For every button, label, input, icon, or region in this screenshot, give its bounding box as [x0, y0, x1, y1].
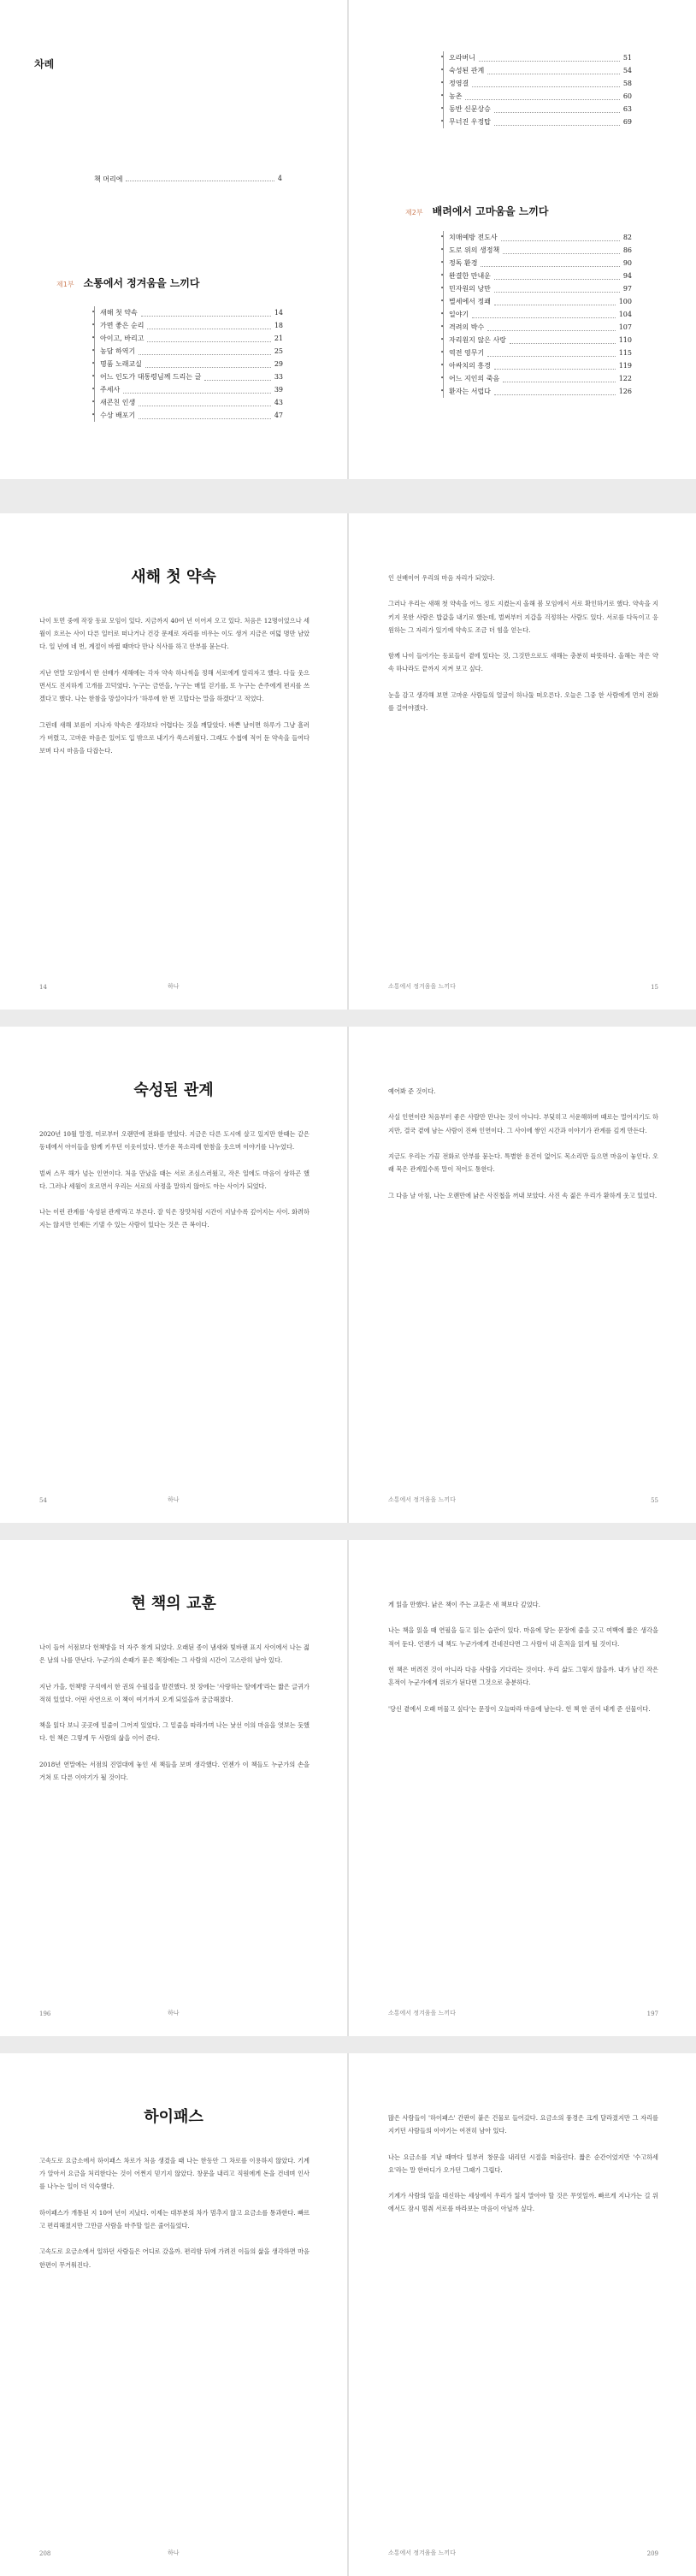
- toc-item[interactable]: • 숙성된 관계 54: [444, 64, 632, 77]
- toc-item[interactable]: • 농담 하역기 25: [95, 345, 283, 358]
- toc-item[interactable]: • 수상 배포기 47: [95, 409, 283, 422]
- chapter-title: 새해 첫 약속: [131, 568, 216, 586]
- page-number: 196: [39, 2010, 51, 2017]
- toc-part2-label: 제2부: [405, 209, 423, 216]
- body-text: 게 읽을 만했다. 낡은 책이 주는 교훈은 새 책보다 깊었다. 나는 책을 읽을 때 연필을 들고 읽는 습관이 있다. 마음에 닿는 문장에 줄을 긋고 여백에 짧은 생각을 적어 둔다. 언젠가 내 책도 누군가에게 건네진다면 그 사람이 내 흔적을 읽게 될 것이다. 헌 책은 버려진 것이 아니라 다음 사람을 기다리는 것이다. 우리 삶도 그렇지 않을까. 내가 남긴 작은 흔적이 누군가에게 위로가 된다면 그것으로 충분하다. '당신 곁에서 오래 머물고 싶다'는 문장이 오늘따라 마음에 남는다. 헌 책 한 권이 내게 준 선물이다.: [388, 1601, 658, 1713]
- chapter-title: 하이패스: [144, 2108, 203, 2126]
- toc-item[interactable]: • 완결한 만내운 94: [444, 269, 632, 282]
- toc-item[interactable]: • 아이고, 바리고 21: [95, 332, 283, 345]
- spread-4-right-page: [349, 2053, 696, 2576]
- toc-part2-list: [443, 231, 632, 398]
- toc-item[interactable]: • 새콘친 인생 43: [95, 396, 283, 409]
- toc-item[interactable]: • 주세사 39: [95, 383, 283, 396]
- toc-intro[interactable]: [94, 175, 282, 184]
- spread-3-right-page: [349, 1540, 696, 2036]
- toc-page-right: [349, 0, 696, 479]
- toc-item[interactable]: • 도로 위의 생정책 86: [444, 244, 632, 257]
- toc-item[interactable]: • 명품 노래교실 29: [95, 358, 283, 370]
- toc-item[interactable]: • 별세에서 정쾌 100: [444, 295, 632, 308]
- spread-3: [0, 1540, 696, 2036]
- toc-part1-label: 제1부: [56, 281, 74, 288]
- spread-2: [0, 1027, 696, 1523]
- toc-item[interactable]: • 자리원지 않은 사랑 110: [444, 334, 632, 346]
- body-text: 많은 사람들이 '하이패스' 간판이 붙은 건물로 들어갔다. 요금소의 풍경은 크게 달라졌지만 그 자리를 지키던 사람들의 이야기는 여전히 남아 있다. 나는 요금소를 지날 때마다 일부러 창문을 내리던 시절을 떠올린다. 짧은 순간이었지만 '수고하세요'라는 말 한마디가 오가던 그때가 그립다. 기계가 사람의 일을 대신하는 세상에서 우리가 잃지 말아야 할 것은 무엇일까. 빠르게 지나가는 길 위에서도 잠시 멈춰 서로를 바라보는 마음이 아닐까 싶다.: [388, 2114, 658, 2213]
- body-text: 고속도로 요금소에서 하이패스 차로가 처음 생겼을 때 나는 한동안 그 차로를 이용하지 않았다. 기계가 알아서 요금을 처리한다는 것이 어쩐지 믿기지 않았다. 창문을 내리고 직원에게 돈을 건네며 인사를 나누는 일이 더 익숙했다. 하이패스가 개통된 지 10여 년이 지났다. 이제는 대부분의 차가 멈추지 않고 요금소를 통과한다. 빠르고 편리해졌지만 그만큼 사람을 마주할 일은 줄어들었다. 고속도로 요금소에서 일하던 사람들은 어디로 갔을까. 편리함 뒤에 가려진 이들의 삶을 생각하면 마음 한편이 무거워진다.: [39, 2157, 310, 2269]
- toc-spread: [0, 0, 696, 479]
- toc-page-left: [0, 0, 347, 479]
- page-number: 197: [646, 2010, 658, 2017]
- toc-item[interactable]: • 어느 인도가 대통령님께 드리는 글 33: [95, 370, 283, 383]
- toc-item[interactable]: • 정독 환경 90: [444, 257, 632, 269]
- body-text: 예어봐 준 것이다. 사실 인연이란 처음부터 좋은 사람만 만나는 것이 아니다. 부딪히고 서운해하며 때로는 멀어지기도 하지만, 결국 곁에 남는 사람이 진짜 인연이다. 그 사이에 쌓인 시간과 이야기가 관계를 깊게 만든다. 지금도 우리는 가끔 전화로 안부를 묻는다. 특별한 용건이 없어도 목소리만 들으면 마음이 놓인다. 오래 묵은 관계일수록 말이 적어도 통한다. 그 다음 날 아침, 나는 오랜만에 낡은 사진첩을 꺼내 보았다. 사진 속 젊은 우리가 환하게 웃고 있었다.: [388, 1087, 658, 1199]
- toc-part2-title: 배려에서 고마움을 느끼다: [432, 205, 549, 217]
- running-head: 하나: [168, 1496, 180, 1503]
- page-number: 15: [651, 984, 658, 991]
- spread-4-left-page: [0, 2053, 347, 2576]
- spread-1: [0, 513, 696, 1010]
- spread-4: [0, 2053, 696, 2576]
- toc-item[interactable]: • 가면 좋은 순리 18: [95, 319, 283, 332]
- toc-item[interactable]: • 일야기 104: [444, 308, 632, 321]
- chapter-title: 현 책의 교훈: [131, 1595, 216, 1613]
- running-head: 하나: [168, 2549, 180, 2556]
- page-number: 14: [39, 984, 47, 991]
- body-text: 나이 토먼 중에 작장 동료 모임이 있다. 지금까지 40여 년 이어져 오고 있다. 처음은 12명이었으나 세월이 흐르는 사이 다른 일터로 떠나거나 건강 문제로 자리를 비우는 이도 생겨 지금은 여덟 명만 남았다. 일 년에 네 번, 계절이 바뀔 때마다 만나 식사를 하고 안부를 묻는다. 지난 연말 모임에서 한 선배가 새해에는 각자 약속 하나씩을 정해 서로에게 알리자고 했다. 다들 웃으면서도 진지하게 고개를 끄덕였다. 누구는 금연을, 누구는 매일 걷기를, 또 누구는 손주에게 편지를 쓰겠다고 했다. 나는 한참을 망설이다가 '하루에 한 번 고맙다는 말을 하겠다'고 적었다. 그런데 새해 보름이 지나자 약속은 생각보다 어렵다는 것을 깨달았다. 바쁜 날이면 하루가 그냥 흘러가 버렸고, 고마운 마음은 있어도 입 밖으로 내기가 쑥스러웠다. 그래도 수첩에 적어 둔 약속을 들여다보며 다시 마음을 다잡는다.: [39, 617, 310, 755]
- toc-intro-page: 4: [277, 175, 282, 182]
- toc-item[interactable]: • 아싸치의 흥경 119: [444, 359, 632, 372]
- spread-2-right-page: [349, 1027, 696, 1523]
- toc-part2-heading: [405, 202, 549, 218]
- chapter-title: 숙성된 관계: [133, 1081, 214, 1099]
- toc-item[interactable]: • 어느 지인의 죽음 122: [444, 372, 632, 385]
- toc-item[interactable]: • 무너진 우정탑 69: [444, 115, 632, 128]
- toc-item[interactable]: • 역전 영무기 115: [444, 346, 632, 359]
- toc-item[interactable]: • 오라버니 51: [444, 51, 632, 64]
- page-number: 54: [39, 1497, 47, 1504]
- toc-part1-title: 소통에서 정겨움을 느끼다: [83, 277, 200, 289]
- toc-part1b-list: [443, 51, 632, 128]
- toc-intro-label: 책 머리에: [94, 175, 123, 183]
- toc-item[interactable]: • 새해 첫 약속 14: [95, 306, 283, 319]
- toc-part1-list: [94, 306, 283, 422]
- running-head: 소통에서 정겨움을 느끼다: [388, 2549, 456, 2556]
- spread-3-left-page: [0, 1540, 347, 2036]
- body-text: 인 선배이어 우리의 마음 자리가 되었다. 그러나 우리는 새해 첫 약속을 어느 정도 지켰는지 올해 봄 모임에서 서로 확인하기로 했다. 약속을 지키지 못한 사람은 밥값을 내기로 했는데, 벌써부터 지갑을 걱정하는 사람도 있다. 서로를 다독이고 응원하는 그 자리가 있기에 약속도 조금 더 힘을 얻는다. 함께 나이 들어가는 동료들이 곁에 있다는 것, 그것만으로도 새해는 충분히 따뜻하다. 올해는 작은 약속 하나라도 끝까지 지켜 보고 싶다. 눈을 감고 생각해 보면 고마운 사람들의 얼굴이 하나둘 떠오른다. 오늘은 그중 한 사람에게 먼저 전화를 걸어야겠다.: [388, 574, 658, 713]
- running-head: 하나: [168, 983, 180, 990]
- toc-part1-heading: [56, 274, 200, 290]
- toc-item[interactable]: • 치매예방 전도사 82: [444, 231, 632, 244]
- page-number: 208: [39, 2550, 51, 2557]
- running-head: 소통에서 정겨움을 느끼다: [388, 983, 456, 990]
- toc-item[interactable]: • 격려의 박수 107: [444, 321, 632, 334]
- running-head: 소통에서 정겨움을 느끼다: [388, 1496, 456, 1503]
- toc-title: 차례: [34, 58, 55, 70]
- toc-item[interactable]: • 환자는 서럽다 126: [444, 385, 632, 398]
- toc-item[interactable]: • 농촌 60: [444, 90, 632, 103]
- toc-item[interactable]: • 동반 신문상승 63: [444, 103, 632, 115]
- toc-item[interactable]: • 정영결 58: [444, 77, 632, 90]
- toc-leader: [126, 175, 274, 181]
- running-head: 하나: [168, 2010, 180, 2016]
- page-number: 209: [646, 2550, 658, 2557]
- body-text: 나이 들어 서점보다 헌책방을 더 자주 찾게 되었다. 오래된 종이 냄새와 빛바랜 표지 사이에서 나는 젊은 날의 나를 만난다. 누군가의 손때가 묻은 책장에는 그 사람의 시간이 고스란히 남아 있다. 지난 가을, 헌책방 구석에서 한 권의 수필집을 발견했다. 첫 장에는 '사랑하는 딸에게'라는 짧은 글귀가 적혀 있었다. 어떤 사연으로 이 책이 여기까지 오게 되었을까 궁금해졌다. 책을 읽다 보니 곳곳에 밑줄이 그어져 있었다. 그 밑줄을 따라가며 나는 낯선 이의 마음을 엿보는 듯했다. 헌 책은 그렇게 두 사람의 삶을 이어 준다. 2018년 연말에는 서점의 진열대에 놓인 새 책들을 보며 생각했다. 언젠가 이 책들도 누군가의 손을 거쳐 또 다른 이야기가 될 것이다.: [39, 1643, 310, 1782]
- spread-2-left-page: [0, 1027, 347, 1523]
- spread-1-left-page: [0, 513, 347, 1010]
- body-text: 2020년 10월 말경, 미로부터 오랜만에 전화를 받았다. 지금은 다른 도시에 살고 있지만 한때는 같은 동네에서 아이들을 함께 키우던 이웃이었다. 반가운 목소리에 한참을 웃으며 이야기를 나누었다. 벌써 스무 해가 넘는 인연이다. 처음 만났을 때는 서로 조심스러웠고, 작은 일에도 마음이 상하곤 했다. 그러나 세월이 흐르면서 우리는 서로의 사정을 말하지 않아도 아는 사이가 되었다. 나는 이런 관계를 '숙성된 관계'라고 부른다. 잘 익은 장맛처럼 시간이 지날수록 깊어지는 사이. 화려하지는 않지만 언제든 기댈 수 있는 사람이 있다는 것은 큰 복이다.: [39, 1130, 310, 1229]
- spread-1-right-page: [349, 513, 696, 1010]
- running-head: 소통에서 정겨움을 느끼다: [388, 2010, 456, 2016]
- toc-item[interactable]: • 민자원의 낭만 97: [444, 282, 632, 295]
- page-number: 55: [651, 1497, 658, 1504]
